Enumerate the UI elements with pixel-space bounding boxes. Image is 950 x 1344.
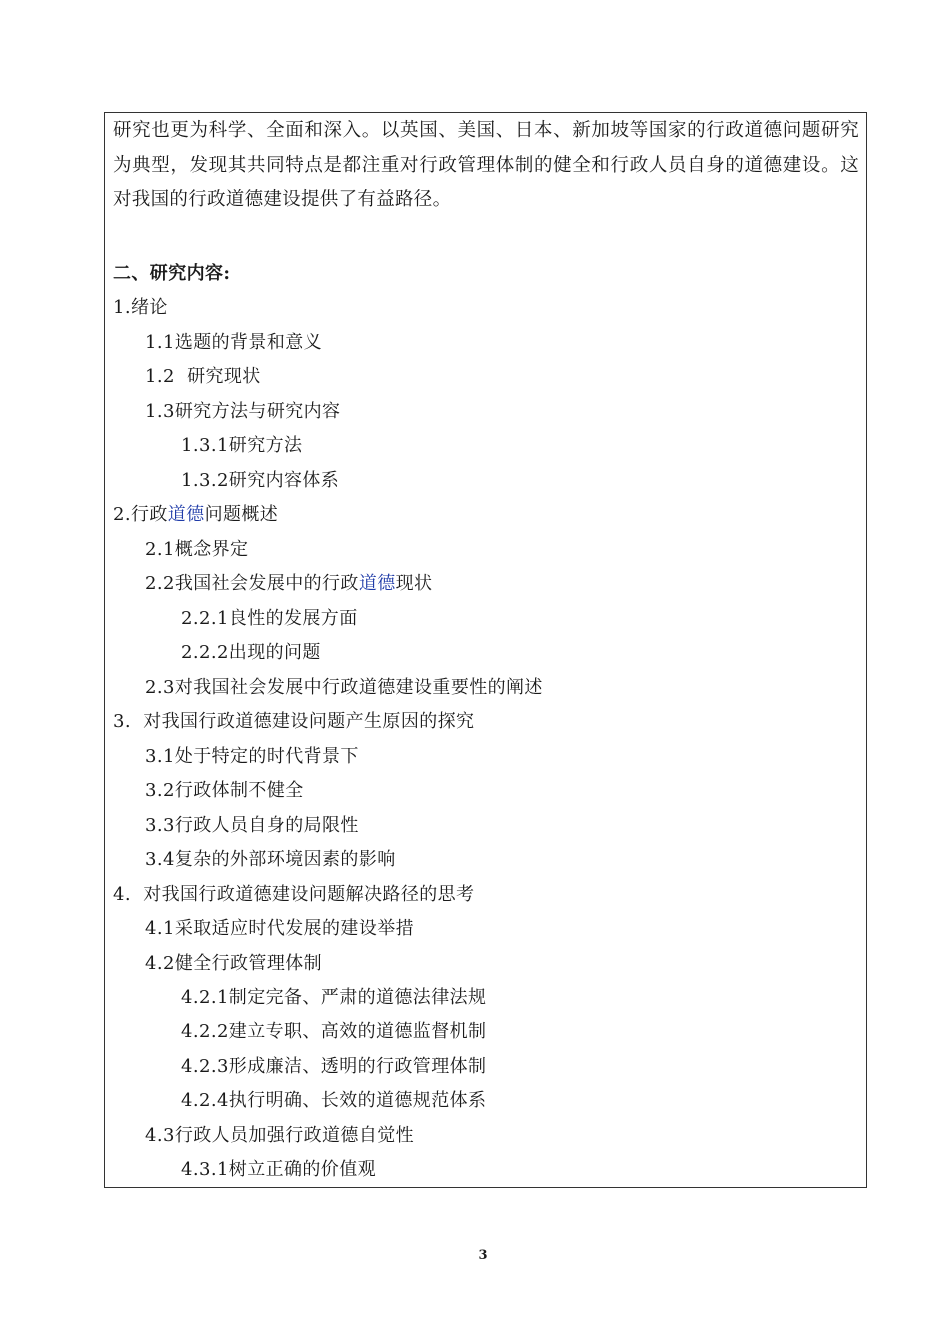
outline-2-2-post: 现状 [395, 573, 433, 594]
outline-2-2-pre: 2.2我国社会发展中的行政 [145, 573, 359, 594]
outline-ch3-title: 3. 对我国行政道德建设问题产生原因的探究 [113, 711, 475, 732]
outline-ch2-title-link[interactable]: 道德 [167, 504, 205, 525]
outline-2-3: 2.3对我国社会发展中行政道德建设重要性的阐述 [145, 677, 543, 698]
outline-2-1: 2.1概念界定 [145, 539, 249, 560]
outline-ch1-title: 1.绪论 [113, 297, 168, 318]
outline-4-3: 4.3行政人员加强行政道德自觉性 [145, 1125, 415, 1146]
outline-3-1: 3.1处于特定的时代背景下 [145, 746, 359, 767]
outline-2-2-1: 2.2.1良性的发展方面 [181, 608, 358, 629]
outline-3-2: 3.2行政体制不健全 [145, 780, 304, 801]
section-heading: 二、研究内容: [113, 263, 231, 284]
outline-4-2-2: 4.2.2建立专职、高效的道德监督机制 [181, 1021, 487, 1042]
outline-4-2-3: 4.2.3形成廉洁、透明的行政管理体制 [181, 1056, 487, 1077]
outline-4-2-1: 4.2.1制定完备、严肃的道德法律法规 [181, 987, 487, 1008]
outline-4-2: 4.2健全行政管理体制 [145, 953, 323, 974]
outline-2-2-2: 2.2.2出现的问题 [181, 642, 321, 663]
outline-3-4: 3.4复杂的外部环境因素的影响 [145, 849, 396, 870]
outline-1-2: 1.2 研究现状 [145, 366, 261, 387]
outline-4-2-4: 4.2.4执行明确、长效的道德规范体系 [181, 1090, 487, 1111]
outline-1-3: 1.3研究方法与研究内容 [145, 401, 341, 422]
intro-paragraph: 研究也更为科学、全面和深入。以英国、美国、日本、新加坡等国家的行政道德问题研究为典型，发现其共同特点是都注重对行政管理体制的健全和行政人员自身的道德建设。这对我国的行政道德建设提供了有益路径。 [113, 120, 859, 210]
outline-ch2-title-pre: 2.行政 [113, 504, 168, 525]
outline-3-3: 3.3行政人员自身的局限性 [145, 815, 359, 836]
outline-ch2-title [113, 503, 278, 527]
outline-1-3-2: 1.3.2研究内容体系 [181, 470, 340, 491]
outline-2-2 [145, 572, 432, 596]
page-number: 3 [478, 1248, 488, 1263]
outline-4-3-1: 4.3.1树立正确的价值观 [181, 1159, 376, 1180]
outline-ch2-title-post: 问题概述 [204, 504, 279, 525]
outline-4-1: 4.1采取适应时代发展的建设举措 [145, 918, 415, 939]
outline-ch4-title: 4. 对我国行政道德建设问题解决路径的思考 [113, 884, 475, 905]
outline-1-3-1: 1.3.1研究方法 [181, 435, 303, 456]
outline-1-1: 1.1选题的背景和意义 [145, 332, 323, 353]
outline-2-2-link[interactable]: 道德 [358, 573, 396, 594]
